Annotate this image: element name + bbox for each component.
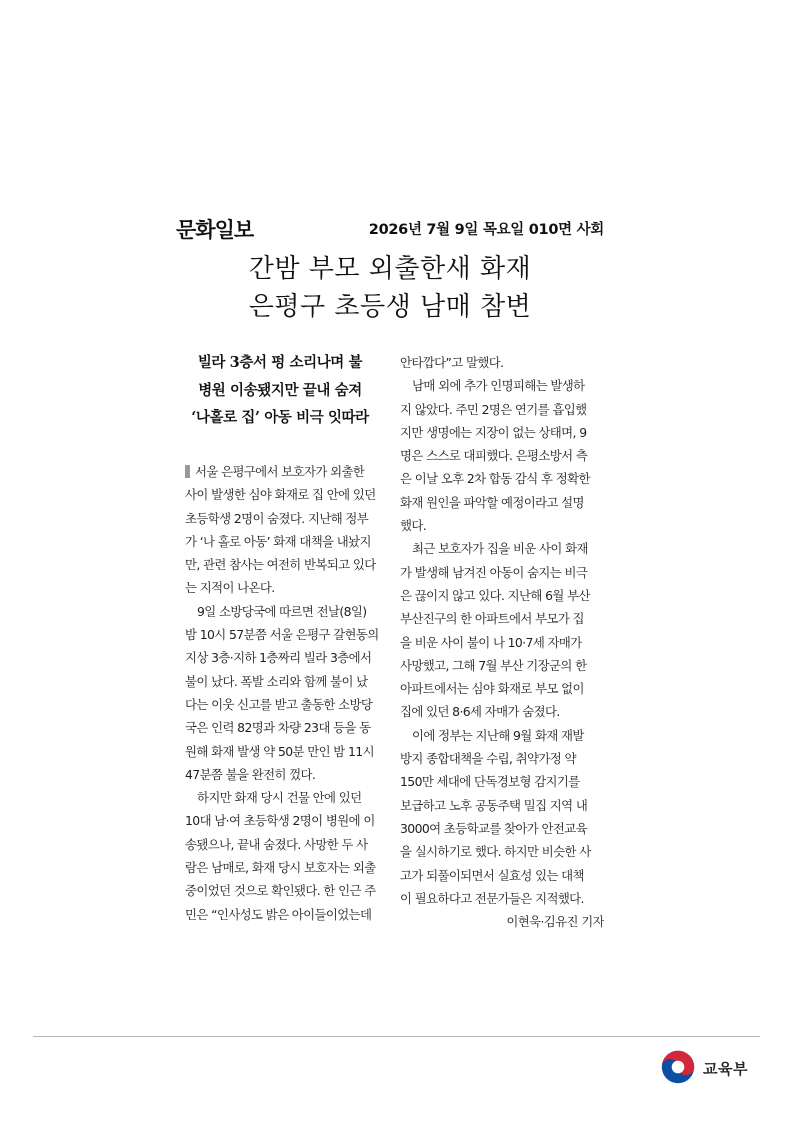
text-line: 불이 났다. 폭발 소리와 함께 불이 났 [185, 673, 368, 689]
text-line: 안타깝다”고 말했다. [400, 355, 504, 370]
dateline: 2026년 7월 9일 목요일 010면 사회 [368, 222, 604, 238]
text-line: 은 끊이지 않고 있다. 지난해 6월 부산 [400, 587, 590, 603]
text-line: 원해 화재 발생 약 50분 만인 밤 11시 [185, 743, 374, 759]
article-column-right [400, 351, 604, 933]
text-line: 방지 종합대책을 수립, 취약가정 약 [400, 751, 576, 767]
text-line: 송됐으나, 끝내 숨졌다. 사망한 두 사 [185, 836, 368, 852]
headline-line: 은평구 초등생 남매 참변 [248, 292, 532, 322]
text-line: 가 ‘나 홀로 아동’ 화재 대책을 내놨지 [185, 533, 371, 549]
text-line: 했다. [400, 518, 427, 534]
footer-divider [33, 1036, 760, 1037]
text-line: 47분쯤 불을 완전히 껐다. [185, 766, 316, 782]
text-line: 지 않았다. 주민 2명은 연기를 흡입했 [400, 401, 587, 417]
text-line: 150만 세대에 단독경보형 감지기를 [400, 774, 580, 790]
text-line: 고가 되풀이되면서 실효성 있는 대책 [400, 867, 584, 883]
logo-text: 교육부 [703, 1060, 748, 1078]
text-line: 국은 인력 82명과 차량 23대 등을 동 [185, 720, 371, 736]
text-line: 지만 생명에는 지장이 없는 상태며, 9 [400, 424, 587, 440]
headline-line: 간밤 부모 외출한새 화재 [248, 254, 532, 284]
paper-name: 문화일보 [176, 218, 254, 242]
masthead [172, 214, 608, 244]
text-line: 남매 외에 추가 인명피해는 발생하 [412, 378, 585, 394]
text-line: 밤 10시 57분쯤 서울 은평구 갈현동의 [185, 627, 379, 643]
text-line: 이에 정부는 지난해 9월 화재 재발 [412, 727, 584, 743]
text-line: 만, 관련 참사는 여전히 반복되고 있다 [185, 557, 376, 573]
text-line: 람은 남매로, 화재 당시 보호자는 외출 [185, 860, 376, 876]
text-line: 사망했고, 그해 7월 부산 기장군의 한 [400, 657, 587, 673]
text-line [185, 460, 385, 483]
text-line: 민은 “인사성도 밝은 아이들이었는데 [185, 906, 372, 922]
subhead-line: 병원 이송됐지만 끝내 숨져 [198, 381, 362, 399]
subhead-line: 빌라 3층서 펑 소리나며 불 [197, 354, 363, 371]
text-line: 은 이날 오후 2차 합동 감식 후 정확한 [400, 471, 590, 487]
byline: 이현욱·김유진 기자 [506, 914, 604, 930]
subheadline [176, 349, 384, 432]
text-line: 초등학생 2명이 숨졌다. 지난해 정부 [185, 510, 369, 526]
text-line: 을 실시하기로 했다. 하지만 비슷한 사 [400, 844, 591, 860]
text-line: 이 필요하다고 전문가들은 지적했다. [400, 890, 584, 906]
headline [172, 250, 608, 326]
article-column-left [185, 460, 385, 926]
text-line: 지상 3층·지하 1층짜리 빌라 3층에서 [185, 650, 372, 666]
taegeuk-center [672, 1061, 685, 1074]
text-line: 보급하고 노후 공동주택 밀집 지역 내 [400, 797, 588, 813]
text-line: 하지만 화재 당시 건물 안에 있던 [197, 790, 362, 806]
taegeuk-icon [660, 1049, 696, 1085]
text-line: 을 비운 사이 불이 나 10·7세 자매가 [400, 634, 582, 650]
text-line: 중이었던 것으로 확인됐다. 한 인근 주 [185, 883, 376, 899]
lead-marker [185, 465, 190, 478]
text-line: 는 지적이 나온다. [185, 580, 275, 596]
text-line: 최근 보호자가 집을 비운 사이 화재 [412, 541, 588, 557]
text-line: 가 발생해 남겨진 아동이 숨지는 비극 [400, 564, 588, 580]
subhead-line: ‘나홀로 집’ 아동 비극 잇따라 [191, 409, 369, 426]
text-line: 사이 발생한 심야 화재로 집 안에 있던 [185, 487, 376, 503]
text-line: 부산진구의 한 아파트에서 부모가 집 [400, 611, 584, 627]
text-line: 집에 있던 8·6세 자매가 숨졌다. [400, 704, 560, 720]
text-line: 명은 스스로 대피했다. 은평소방서 측 [400, 448, 588, 464]
text-line: 10대 남·여 초등학생 2명이 병원에 이 [185, 813, 375, 829]
text-line: 9일 소방당국에 따르면 전날(8일) [197, 603, 367, 619]
text-line: 화재 원인을 파악할 예정이라고 설명 [400, 494, 584, 510]
text-line: 다는 이웃 신고를 받고 출동한 소방당 [185, 696, 373, 712]
text-line: 아파트에서는 심야 화재로 부모 없이 [400, 681, 584, 697]
ministry-logo [660, 1049, 760, 1089]
text-line: 3000여 초등학교를 찾아가 안전교육 [400, 820, 587, 836]
text-span: 서울 은평구에서 보호자가 외출한 [195, 464, 365, 479]
